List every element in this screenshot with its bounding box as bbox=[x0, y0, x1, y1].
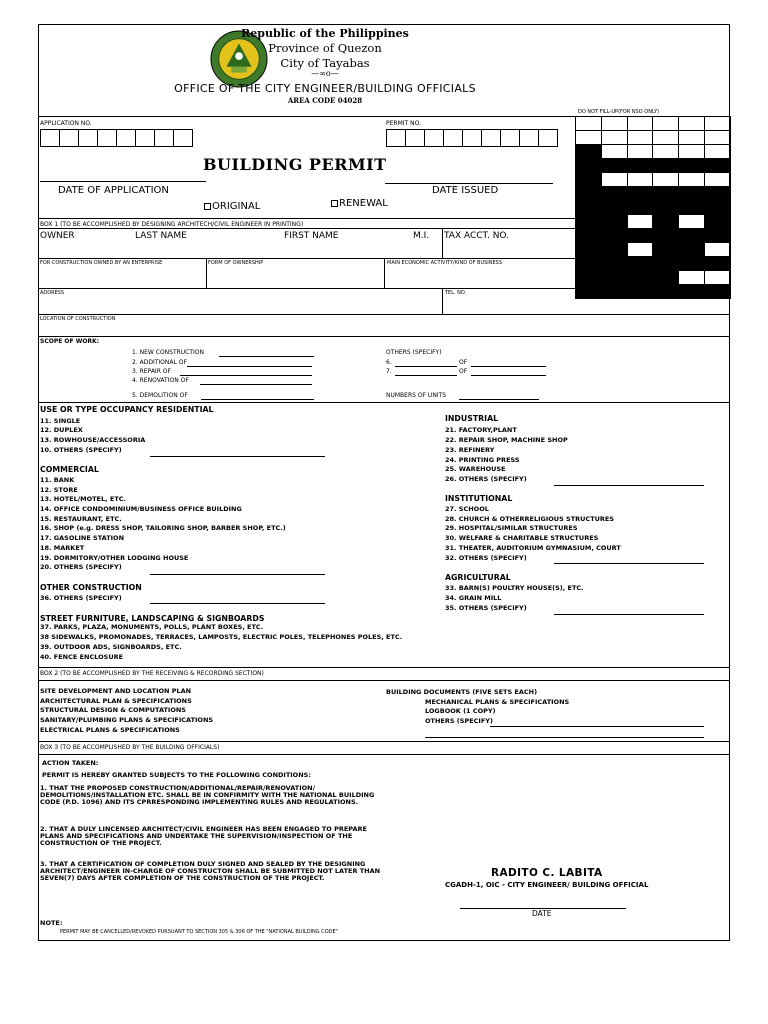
occupancy-item: 40. FENCE ENCLOSURE bbox=[40, 653, 124, 661]
commercial-heading: COMMERCIAL bbox=[40, 465, 99, 474]
condition-1: 1. THAT THE PROPOSED CONSTRUCTION/ADDITIONAL/REPAIR/RENOVATION/ bbox=[40, 784, 315, 792]
rule bbox=[38, 218, 576, 219]
occupancy-item: 16. SHOP (e.g. DRESS SHOP, TAILORING SHOP, BARBER SHOP, ETC.) bbox=[40, 524, 286, 532]
rule bbox=[38, 116, 576, 117]
date-application-line[interactable] bbox=[40, 181, 206, 182]
occupancy-item: 34. GRAIN MILL bbox=[445, 594, 502, 602]
box1-heading: BOX 1 (TO BE ACCOMPLISHED BY DESIGNING ARCHITECH/CIVIL ENGINEER IN PRINTING) bbox=[40, 221, 304, 228]
input-line[interactable] bbox=[554, 485, 704, 486]
address-label: ADDRESS bbox=[40, 290, 65, 296]
enterprise-label: FOR CONSTRUCTION OWNED BY AN ENTERPRISE bbox=[40, 260, 163, 266]
occupancy-item: 21. FACTORY,PLANT bbox=[445, 426, 517, 434]
scope-six-of: OF bbox=[459, 359, 468, 366]
occupancy-item: 39. OUTDOOR ADS, SIGNBOARDS, ETC. bbox=[40, 643, 182, 651]
condition-2: PLANS AND SPECIFICATIONS AND UNDERTAKE THE SUPERVISION/INSPECTION OF THE bbox=[40, 832, 353, 840]
nso-only-label: DO NOT FILL-UP(FOR NSO ONLY) bbox=[578, 109, 660, 115]
input-line[interactable] bbox=[180, 375, 312, 376]
condition-3: 3. THAT A CERTIFICATION OF COMPLETION DULY SIGNED AND SEALED BY THE DESIGNING bbox=[40, 860, 366, 868]
area-code: AREA CODE 04028 bbox=[287, 96, 363, 105]
input-line[interactable] bbox=[150, 456, 325, 457]
main-activity-label: MAIN ECONOMIC ACTIVITY/KIND OF BUSINESS bbox=[387, 260, 503, 266]
rule bbox=[38, 667, 730, 668]
rule bbox=[38, 314, 730, 315]
ornament-divider: —∞o— bbox=[311, 69, 339, 78]
mi-label: M.I. bbox=[413, 231, 430, 241]
occupancy-item: 25. WAREHOUSE bbox=[445, 465, 506, 473]
industrial-heading: INDUSTRIAL bbox=[445, 414, 499, 423]
occupancy-item: 31. THEATER, AUDITORIUM GYMNASIUM, COURT bbox=[445, 544, 621, 552]
box2-item: STRUCTURAL DESIGN & COMPUTATIONS bbox=[40, 706, 186, 714]
box2-item: MECHANICAL PLANS & SPECIFICATIONS bbox=[425, 698, 570, 706]
street-heading: STREET FURNITURE, LANDSCAPING & SIGNBOARDS bbox=[40, 614, 265, 623]
rule bbox=[442, 288, 443, 314]
occupancy-item: 20. OTHERS (SPECIFY) bbox=[40, 563, 122, 571]
occupancy-item: 24. PRINTING PRESS bbox=[445, 456, 520, 464]
tel-no-label: TEL. NO. bbox=[445, 290, 467, 296]
scope-six: 6. bbox=[386, 359, 392, 366]
input-line[interactable] bbox=[219, 356, 314, 357]
condition-2: 2. THAT A DULY LINCENSED ARCHITECT/CIVIL ENGINEER HAS BEEN ENGAGED TO PREPARE bbox=[40, 825, 367, 833]
building-documents-heading: BUILDING DOCUMENTS (FIVE SETS EACH) bbox=[386, 688, 538, 696]
box2-item: LOGBOOK (1 COPY) bbox=[425, 707, 496, 715]
occupancy-item: 12. DUPLEX bbox=[40, 426, 83, 434]
scope-heading: SCOPE OF WORK: bbox=[40, 338, 100, 345]
input-line[interactable] bbox=[490, 726, 704, 727]
occupancy-item: 11. BANK bbox=[40, 476, 75, 484]
input-line[interactable] bbox=[201, 399, 314, 400]
rule bbox=[38, 402, 730, 403]
date-label: DATE bbox=[532, 909, 552, 918]
occupancy-item: 10. OTHERS (SPECIFY) bbox=[40, 446, 122, 454]
scope-new-construction[interactable]: 1. NEW CONSTRUCTION bbox=[132, 349, 205, 356]
occupancy-item: 36. OTHERS (SPECIFY) bbox=[40, 594, 122, 602]
rule bbox=[38, 336, 730, 337]
republic-heading: Republic of the Philippines bbox=[241, 27, 409, 40]
permit-no-label: PERMIT NO. bbox=[386, 120, 421, 127]
box2-item: OTHERS (SPECIFY) bbox=[425, 717, 493, 725]
occupancy-item: 13. ROWHOUSE/ACCESSORIA bbox=[40, 436, 146, 444]
occupancy-item: 22. REPAIR SHOP, MACHINE SHOP bbox=[445, 436, 568, 444]
occupancy-item: 32. OTHERS (SPECIFY) bbox=[445, 554, 527, 562]
action-taken-label: ACTION TAKEN: bbox=[42, 759, 99, 767]
scope-demolition: 5. DEMOLITION OF bbox=[132, 392, 188, 399]
occupancy-item: 18. MARKET bbox=[40, 544, 85, 552]
note-text: PERMIT MAY BE CANCELLED/REVOKED PURSUANT TO SECTION 305 & 306 OF THE "NATIONAL BUILDING CODE" bbox=[60, 929, 338, 935]
input-line[interactable] bbox=[395, 375, 457, 376]
location-label: LOCATION OF CONSTRUCTION bbox=[40, 316, 116, 322]
scope-seven: 7. bbox=[386, 368, 392, 375]
input-line[interactable] bbox=[471, 375, 546, 376]
occupancy-item: 23. REFINERY bbox=[445, 446, 495, 454]
occupancy-item: 17. GASOLINE STATION bbox=[40, 534, 125, 542]
input-line[interactable] bbox=[425, 737, 704, 738]
input-line[interactable] bbox=[187, 366, 312, 367]
rule bbox=[38, 288, 576, 289]
rule bbox=[38, 680, 730, 681]
scope-others-label: OTHERS (SPECIFY) bbox=[386, 349, 442, 356]
occupancy-item: 26. OTHERS (SPECIFY) bbox=[445, 475, 527, 483]
occupancy-item: 30. WELFARE & CHARITABLE STRUCTURES bbox=[445, 534, 599, 542]
condition-2: CONSTRUCTION OF THE PROJECT. bbox=[40, 839, 162, 847]
input-line[interactable] bbox=[554, 614, 704, 615]
condition-1: CODE (P.D. 1096) AND ITS CPRRESPONDING IMPLEMENTING RULES AND REGULATIONS. bbox=[40, 798, 359, 806]
scope-renovation: 4. RENOVATION OF bbox=[132, 377, 189, 384]
box2-item: SITE DEVELOPMENT AND LOCATION PLAN bbox=[40, 687, 192, 695]
input-line[interactable] bbox=[200, 384, 312, 385]
city-heading: City of Tayabas bbox=[280, 56, 370, 70]
rule bbox=[38, 754, 730, 755]
application-no-label: APPLICATION NO. bbox=[40, 120, 92, 127]
date-of-application-label: DATE OF APPLICATION bbox=[58, 185, 169, 196]
input-line[interactable] bbox=[554, 563, 704, 564]
renewal-option[interactable]: RENEWAL bbox=[331, 198, 388, 209]
box2-heading: BOX 2 (TO BE ACCOMPLISHED BY THE RECEIVING & RECORDING SECTION) bbox=[40, 670, 264, 677]
first-name-label: FIRST NAME bbox=[284, 231, 339, 241]
rule bbox=[38, 258, 576, 259]
occupancy-item: 29. HOSPITAL/SIMILAR STRUCTURES bbox=[445, 524, 578, 532]
input-line[interactable] bbox=[395, 366, 457, 367]
occupancy-item: 13. HOTEL/MOTEL, ETC. bbox=[40, 495, 126, 503]
occupancy-item: 27. SCHOOL bbox=[445, 505, 489, 513]
occupancy-item: 33. BARN(S) POULTRY HOUSE(S), ETC. bbox=[445, 584, 584, 592]
rule bbox=[206, 258, 207, 288]
residential-heading: USE OR TYPE OCCUPANCY RESIDENTIAL bbox=[40, 405, 214, 414]
condition-3: SEVEN(7) DAYS AFTER COMPLETION OF THE CONSTRUCTION OF THE PROJECT. bbox=[40, 874, 325, 882]
condition-1: DEMOLITIONS/INSTALLATION ETC. SHALL BE IN CONFIRMITY WITH THE NATIONAL BUILDING bbox=[40, 791, 375, 799]
occupancy-item: 35. OTHERS (SPECIFY) bbox=[445, 604, 527, 612]
other-construction-heading: OTHER CONSTRUCTION bbox=[40, 583, 142, 592]
occupancy-item: 28. CHURCH & OTHERRELIGIOUS STRUCTURES bbox=[445, 515, 615, 523]
scope-repair: 3. REPAIR OF bbox=[132, 368, 171, 375]
original-option[interactable]: ORIGINAL bbox=[204, 201, 260, 212]
rule bbox=[38, 228, 576, 229]
occupancy-item: 14. OFFICE CONDOMINIUM/BUSINESS OFFICE BUILDING bbox=[40, 505, 242, 513]
renewal-checkbox[interactable] bbox=[331, 200, 338, 207]
owner-label: OWNER bbox=[40, 231, 75, 241]
scope-additional: 2. ADDITIONAL OF bbox=[132, 359, 187, 366]
occupancy-item: 15. RESTAURANT, ETC. bbox=[40, 515, 122, 523]
occupancy-item: 38 SIDEWALKS, PROMONADES, TERRACES, LAMPOSTS, ELECTRIC POLES, TELEPHONES POLES, ETC. bbox=[40, 633, 403, 641]
input-line[interactable] bbox=[150, 574, 325, 575]
tax-acct-label: TAX ACCT. NO. bbox=[444, 231, 510, 241]
agricultural-heading: AGRICULTURAL bbox=[445, 573, 511, 582]
official-name: RADITO C. LABITA bbox=[491, 867, 603, 879]
box2-item: SANITARY/PLUMBING PLANS & SPECIFICATIONS bbox=[40, 716, 214, 724]
form-title: BUILDING PERMIT bbox=[203, 155, 387, 174]
application-no-boxes[interactable] bbox=[40, 129, 192, 147]
institutional-heading: INSTITUTIONAL bbox=[445, 494, 513, 503]
condition-3: ARCHITECT/ENGINEER IN-CHARGE OF CONSTRUCTON SHALL BE SUBMITTED NOT LATER THAN bbox=[40, 867, 381, 875]
permit-no-boxes[interactable] bbox=[386, 129, 557, 147]
form-ownership-label: FORM OF OWNERSHIP bbox=[208, 260, 264, 266]
input-line[interactable] bbox=[459, 399, 539, 400]
occupancy-item: 12. STORE bbox=[40, 486, 78, 494]
scope-seven-of: OF bbox=[459, 368, 468, 375]
original-checkbox[interactable] bbox=[204, 203, 211, 210]
date-issued-line[interactable] bbox=[385, 183, 553, 184]
box3-heading: BOX 3 (TO BE ACCOMPLISHED BY THE BUILDING OFFICIALS) bbox=[40, 744, 220, 751]
note-label: NOTE: bbox=[40, 919, 63, 927]
last-name-label: LAST NAME bbox=[135, 231, 187, 241]
occupancy-item: 11. SINGLE bbox=[40, 417, 81, 425]
official-title: CGADH-1, OIC - CITY ENGINEER/ BUILDING OFFICIAL bbox=[445, 881, 649, 889]
office-heading: OFFICE OF THE CITY ENGINEER/BUILDING OFFICIALS bbox=[174, 82, 476, 95]
rule bbox=[442, 228, 443, 258]
rule bbox=[384, 258, 385, 288]
rule bbox=[38, 741, 730, 742]
box2-item: ARCHITECTURAL PLAN & SPECIFICATIONS bbox=[40, 697, 192, 705]
box2-item: ELECTRICAL PLANS & SPECIFICATIONS bbox=[40, 726, 180, 734]
nso-grid bbox=[575, 116, 731, 299]
occupancy-item: 37. PARKS, PLAZA, MONUMENTS, POLLS, PLANT BOXES, ETC. bbox=[40, 623, 264, 631]
province-heading: Province of Quezon bbox=[268, 41, 382, 55]
date-issued-label: DATE ISSUED bbox=[432, 185, 499, 196]
occupancy-item: 19. DORMITORY/OTHER LODGING HOUSE bbox=[40, 554, 189, 562]
granted-text: PERMIT IS HEREBY GRANTED SUBJECTS TO THE FOLLOWING CONDITIONS: bbox=[42, 771, 311, 779]
input-line[interactable] bbox=[471, 366, 546, 367]
input-line[interactable] bbox=[150, 603, 325, 604]
numbers-of-units-label: NUMBERS OF UNITS bbox=[386, 392, 447, 399]
